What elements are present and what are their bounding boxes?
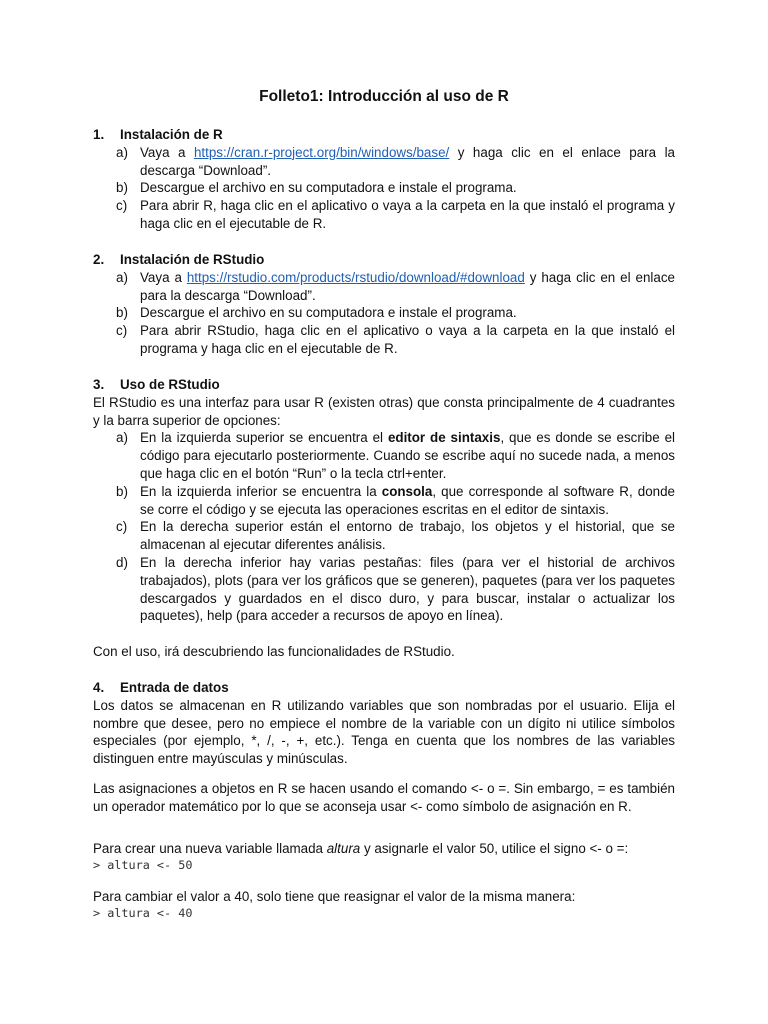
example-reassign-variable bbox=[93, 888, 675, 921]
document-title: Folleto1: Introducción al uso de R bbox=[259, 88, 509, 105]
example-create-variable bbox=[93, 840, 675, 873]
section-rstudio-usage bbox=[93, 376, 675, 625]
section-intro: El RStudio es una interfaz para usar R (existen otras) que consta principalmente de 4 cuadrantes y la barra superior de opciones: bbox=[93, 394, 675, 428]
list-item: b) Descargue el archivo en su computadora e instale el programa. bbox=[116, 180, 517, 196]
list-item: b) En la izquierda inferior se encuentra la consola, que corresponde al software R, donde se corre el código y se ejecuta las operaciones escritas en el editor de sintaxis. bbox=[116, 483, 675, 517]
list-item: b) Descargue el archivo en su computadora e instale el programa. bbox=[116, 305, 517, 321]
paragraph: Las asignaciones a objetos en R se hacen usando el comando <- o =. Sin embargo, = es también un operador matemático por lo que se aconseja usar <- como símbolo de asignación en R. bbox=[93, 781, 675, 814]
paragraph: Para cambiar el valor a 40, solo tiene que reasignar el valor de la misma manera: bbox=[93, 889, 576, 904]
list-item: a) Vaya a https://rstudio.com/products/rstudio/download/#download y haga clic en el enlace para la descarga “Download”. bbox=[116, 269, 675, 303]
paragraph: Para crear una nueva variable llamada altura y asignarle el valor 50, utilice el signo <- o =: bbox=[93, 841, 629, 856]
section-heading: 2. Instalación de RStudio bbox=[93, 252, 265, 267]
list-item: c) Para abrir R, haga clic en el aplicativo o vaya a la carpeta en la que instaló el programa y haga clic en el ejecutable de R. bbox=[116, 198, 675, 231]
code-line: > altura <- 50 bbox=[93, 857, 193, 872]
list-item: c) En la derecha superior están el entorno de trabajo, los objetos y el historial, que se almacenan al ejecutar diferentes análisis. bbox=[116, 519, 675, 553]
list-item: c) Para abrir RStudio, haga clic en el aplicativo o vaya a la carpeta en la que instaló el programa y haga clic en el ejecutable de R. bbox=[116, 323, 675, 356]
section-heading: 4. Entrada de datos bbox=[93, 680, 229, 695]
rstudio-download-link[interactable]: https://rstudio.com/products/rstudio/download/#download bbox=[186, 269, 525, 285]
paragraph: Los datos se almacenan en R utilizando variables que son nombradas por el usuario. Elija el nombre que desee, pero no empiece el nombre de la variable con un dígito ni utilice símbolos especiales (por ejemplo, *, /, -, +, etc.). Tenga en cuenta que los nombres de las variables distinguen entre mayúsculas y minúsculas. bbox=[93, 697, 675, 767]
section-installation-r bbox=[93, 126, 675, 233]
list-item: a) Vaya a https://cran.r-project.org/bin/windows/base/ y haga clic en el enlace para la descarga “Download”. bbox=[116, 144, 675, 178]
section-heading: 1. Instalación de R bbox=[93, 127, 223, 142]
cran-download-link[interactable]: https://cran.r-project.org/bin/windows/base/ bbox=[193, 144, 450, 160]
section-heading: 3. Uso de RStudio bbox=[93, 377, 220, 392]
closing-paragraph: Con el uso, irá descubriendo las funcionalidades de RStudio. bbox=[93, 644, 455, 659]
list-item: a) En la izquierda superior se encuentra el editor de sintaxis, que es donde se escribe el código para ejecutarlo posteriormente. Cuando se escribe aquí no sucede nada, a menos que haga clic en el botón “Run” o la tecla ctrl+enter. bbox=[116, 430, 676, 481]
section-installation-rstudio bbox=[93, 251, 675, 358]
code-line: > altura <- 40 bbox=[93, 905, 193, 920]
list-item: d) En la derecha inferior hay varias pestañas: files (para ver el historial de archivos trabajados), plots (para ver los gráficos que se generen), paquetes (para ver los paquetes descargados y guardados en el disco duro, y para buscar, instalar o actualizar los paquetes), help (para acceder a recursos de apoyo en línea). bbox=[116, 554, 675, 624]
section-data-entry bbox=[93, 679, 675, 768]
